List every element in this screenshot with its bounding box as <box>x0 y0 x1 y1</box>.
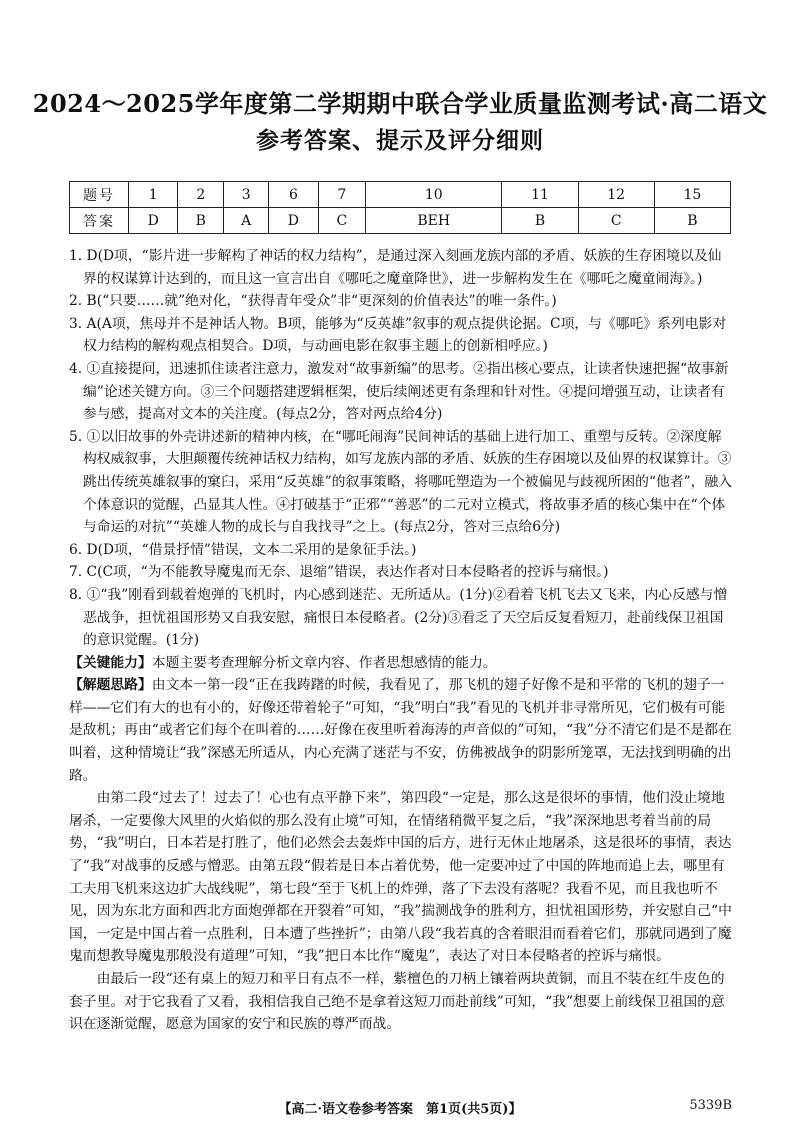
key-ability <box>69 652 733 675</box>
answer-item-6: 6. D(D项，“借景抒情”错误，文本二采用的是象征手法。) <box>69 541 417 558</box>
question-number-label: 题号 <box>70 182 129 208</box>
question-number-cell: 2 <box>178 182 224 208</box>
answer-cell: C <box>318 208 365 234</box>
solution-label: 【解题思路】 <box>69 677 152 694</box>
answer-cell: A <box>224 208 269 234</box>
answer-table <box>69 181 731 234</box>
answer-explanations <box>69 245 733 1036</box>
answer-item-1: 1. D(D项，“影片进一步解构了神话的权力结构”，是通过深入刻画龙族内部的矛盾、妖族的生存困境以及仙界的权谋算计达到的，而且这一宣言出自《哪吒之魔童降世》，进一步解构发生在《哪吒之魔童闹海》。) <box>69 248 722 287</box>
answer-cell: D <box>269 208 318 234</box>
question-number-cell: 11 <box>502 182 578 208</box>
answer-cell: B <box>654 208 730 234</box>
answer-cell: D <box>129 208 178 234</box>
question-number-cell: 1 <box>129 182 178 208</box>
question-number-cell: 6 <box>269 182 318 208</box>
solution-paragraph-2: 由第二段“过去了！过去了！心也有点平静下来”，第四段“一定是，那么这是很坏的事情，他们没止境地屠杀，一定要像大风里的火焰似的那么没有止境”可知，在情绪稍微平复之后，“我”深深地思考着当前的局势，“我”明白，日本若是打胜了，他们必然会去轰炸中国的后方，进行无休止地屠杀，这是很坏的事情，表达了“我”对战事的反感与憎恶。由第五段“假若是日本占着优势，他一定要冲过了中国的阵地而追上去，哪里有工夫用飞机来这边扩大战线呢”，第七段“至于飞机上的炸弹，落了下去没有落呢？我看不见，而且我也听不见，因为东北方面和西北方面炮弹都在开裂着”可知，“我”揣测战争的胜利方，担忧祖国形势，并安慰自己“中国，一定是中国占着一点胜利，日本遭了些挫折”；由第八段“我若真的含着眼泪而看着它们，那就同遇到了魔鬼而想教导魔鬼那般没有道理”可知，“我”把日本比作“魔鬼”，表达了对日本侵略者的控诉与痛恨。 <box>69 790 732 965</box>
paper-code: 5339B <box>689 1098 732 1113</box>
question-number-cell: 12 <box>578 182 654 208</box>
key-ability-label: 【关键能力】 <box>69 654 152 671</box>
solution-paragraph-3: 由最后一段“还有桌上的短刀和平日有点不一样，紫檀色的刀柄上镶着两块黄铜，而且不装在红牛皮色的套子里。对于它我看了又看，我相信我自己绝不是拿着这短刀而赴前线”可知，“我”想要上前线保卫祖国的意识在逐渐觉醒，愿意为国家的安宁和民族的尊严而战。 <box>69 971 725 1033</box>
answer-item-2: 2. B(“只要……就”绝对化，“获得青年受众”非“更深刻的价值表达”的唯一条件。) <box>69 293 557 310</box>
solution-text-1: 由文本一第一段“正在我踌躇的时候，我看见了，那飞机的翅子好像不是和平常的飞机的翅子一样——它们有大的也有小的，好像还带着轮子”可知，“我”明白“我”看见的飞机并非寻常所见，它们极有可能是敌机；再由“或者它们每个在叫着的……好像在夜里听着海涛的声音似的”可知，“我”分不清它们是不是都在叫着，这种情境让“我”深感无所适从，内心充满了迷茫与不安，仿佛被战争的阴影所笼罩，无法找到明确的出路。 <box>69 677 732 784</box>
answer-cell: B <box>178 208 224 234</box>
answer-item-3: 3. A(A项，焦母并不是神话人物。B项，能够为“反英雄”叙事的观点提供论据。C项，与《哪吒》系列电影对权力结构的解构观点相契合。D项，与动画电影在叙事主题上的创新相呼应。) <box>69 315 727 355</box>
answer-cell: BEH <box>366 208 502 234</box>
solution-paragraph-1 <box>69 674 733 787</box>
question-number-cell: 7 <box>318 182 365 208</box>
answer-item-4: 4. ①直接提问，迅速抓住读者注意力，激发对“故事新编”的思考。②指出核心要点，让读者快速把握“故事新编”论述关键方向。③三个问题搭建逻辑框架，使后续阐述更有条理和针对性。④提问增强互动，让读者有参与感，提高对文本的关注度。(每点2分，答对两点给4分) <box>69 360 729 423</box>
answer-item-7: 7. C(C项，“为不能教导魔鬼而无奈、退缩”错误，表达作者对日本侵略者的控诉与痛恨。) <box>69 564 609 581</box>
answer-cell: B <box>502 208 578 234</box>
answer-row <box>70 208 731 234</box>
question-number-cell: 3 <box>224 182 269 208</box>
answer-item-8: 8. ①“我”刚看到载着炮弹的飞机时，内心感到迷茫、无所适从。(1分)②看着飞机飞去又飞来，内心反感与憎恶战争，担忧祖国形势又自我安慰，痛恨日本侵略者。(2分)③看乏了天空后反复看短刀，赴前线保卫祖国的意识觉醒。(1分) <box>69 586 728 649</box>
answer-cell: C <box>578 208 654 234</box>
question-number-cell: 15 <box>654 182 730 208</box>
key-ability-text: 本题主要考查理解分析文章内容、作者思想感情的能力。 <box>151 654 497 671</box>
question-number-row <box>70 182 731 208</box>
page-footer: 【高二·语文卷参考答案 第1页(共5页)】 <box>278 1102 522 1117</box>
page-subtitle: 参考答案、提示及评分细则 <box>256 127 544 154</box>
answer-item-5: 5. ①以旧故事的外壳讲述新的精神内核，在“哪吒闹海”民间神话的基础上进行加工、重塑与反转。②深度解构权威叙事，大胆颠覆传统神话权力结构，如写龙族内部的矛盾、妖族的生存困境以及仙界的权谋算计。③跳出传统英雄叙事的窠臼，采用“反英雄”的叙事策略，将哪吒塑造为一个被偏见与歧视所困的“他者”，融入个体意识的觉醒，凸显其人性。④打破基于“正邪”“善恶”的二元对立模式，将故事矛盾的核心集中在“个体与命运的对抗”“英雄人物的成长与自我找寻”之上。(每点2分，答对三点给6分) <box>69 428 733 536</box>
question-number-cell: 10 <box>366 182 502 208</box>
answer-label: 答案 <box>70 208 129 234</box>
page-title: 2024～2025学年度第二学期期中联合学业质量监测考试·高二语文 <box>32 89 768 118</box>
